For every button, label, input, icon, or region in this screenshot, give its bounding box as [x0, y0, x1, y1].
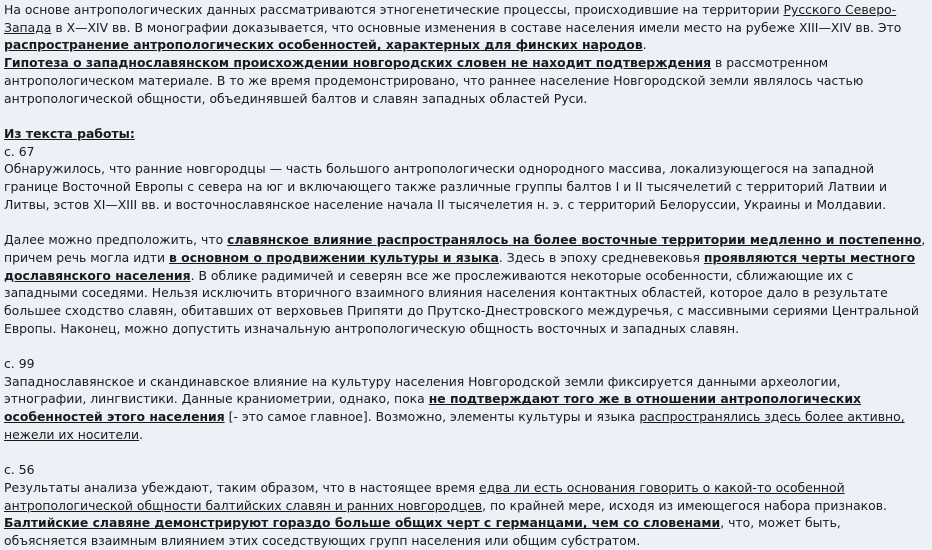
quote-56-paragraph — [4, 479, 926, 550]
underline-no-grounds: едва ли есть основания говорить о какой-то особенной антропологической общности балтийских славян и ранних новгородцев — [4, 479, 845, 513]
page-label-67: с. 67 — [4, 143, 35, 159]
intro-text: в рассмотренном антропологическом материале. В то же время продемонстрировано, что раннее население Новгородской земли являлось частью антропологической общности, объединявшей балтов и славян западных областей Руси. — [4, 55, 864, 106]
intro-text: На основе антропологических данных рассматриваются этногенетические процессы, происходившие на территории — [4, 2, 784, 17]
emphasis-hypothesis: Гипотеза о западнославянском происхождении новгородских словен не находит подтверждения — [4, 55, 712, 71]
quote-text: . В облике радимичей и северян все же прослеживаются некоторые особенности, сближающие их с западными соседями. Нельзя исключить вторичного взаимного влияния населения контактных областей, которое дало в результате большее сходство славян, обитавших от верховьев Припяти до Прутско-Днестровского междуречья, с массивными сериями Центральной Европы. Наконец, можно допустить изначальную антропологическую общность восточных и западных славян. — [4, 267, 919, 336]
emphasis-pre-slavic: проявляются черты местного дославянского населения — [4, 249, 916, 283]
link-russian-northwest[interactable]: Русского Северо-Запада — [4, 2, 897, 35]
emphasis-germanic-traits: Балтийские славяне демонстрируют гораздо больше общих черт с германцами, чем со словенами — [4, 515, 721, 531]
page-label-99: с. 99 — [4, 356, 35, 372]
quote-text: . Здесь в эпоху средневековья — [498, 249, 704, 265]
intro-text: . — [642, 37, 647, 53]
quote-text: . — [139, 426, 144, 442]
emphasis-finnish-features: распространение антропологических особенностей, характерных для финских народов — [4, 37, 643, 53]
intro-text: в X—XIV вв. В монографии доказывается, что основные изменения в составе населения имели место на рубеже XIII—XIV вв. Это — [51, 19, 902, 35]
quote-text: , по крайней мере, исходя из имеющегося набора признаков. — [482, 497, 887, 513]
quote-text: , причем речь могла идти — [4, 232, 926, 265]
quote-text: Западнославянское и скандинавское влияние на культуру населения Новгородской земли фиксируется данными археологии, этнографии, лингвистики. Данные краниометрии, однако, пока — [4, 373, 841, 407]
underline-spread-actively: распространялись здесь более активно, нежели их носители — [4, 409, 905, 442]
quote-text: [- это самое главное]. Возможно, элементы культуры и языка — [224, 409, 640, 425]
quote-67-paragraph-1: Обнаружилось, что ранние новгородцы — часть большого антропологически однородного массива, локализующегося на западной границе Восточной Европы с севера на юг и включающего также различные группы балтов I и II тысячелетий с территорий Латвии и Литвы, эстов XI—XIII вв. и восточнославянское население начала II тысячелетия н. э. с территорий Белоруссии, Украины и Молдавии. — [4, 161, 888, 212]
quote-text: Далее можно предположить, что — [4, 232, 228, 248]
emphasis-not-confirmed: не подтверждают того же в отношении антропологических особенностей этого населения — [4, 391, 862, 425]
spacer — [4, 444, 926, 462]
spacer — [4, 213, 926, 231]
emphasis-culture-language: в основном о продвижении культуры и языка — [169, 249, 499, 265]
quote-text: Результаты анализа убеждают, таким образом, что в настоящее время — [4, 479, 479, 495]
page-label-56: с. 56 — [4, 462, 35, 478]
intro-paragraph-1 — [4, 1, 926, 54]
spacer — [4, 337, 926, 355]
quote-text: , что, может быть, объясняется взаимным влиянием этих соседствующих групп населения или общим субстратом. — [4, 515, 841, 549]
emphasis-slavic-influence: славянское влияние распространялось на более восточные территории медленно и постепенно — [227, 232, 922, 248]
spacer — [4, 107, 926, 125]
quote-99-paragraph — [4, 373, 926, 444]
intro-paragraph-2 — [4, 54, 926, 107]
section-heading: Из текста работы: — [4, 125, 135, 141]
quote-67-paragraph-2 — [4, 231, 926, 337]
